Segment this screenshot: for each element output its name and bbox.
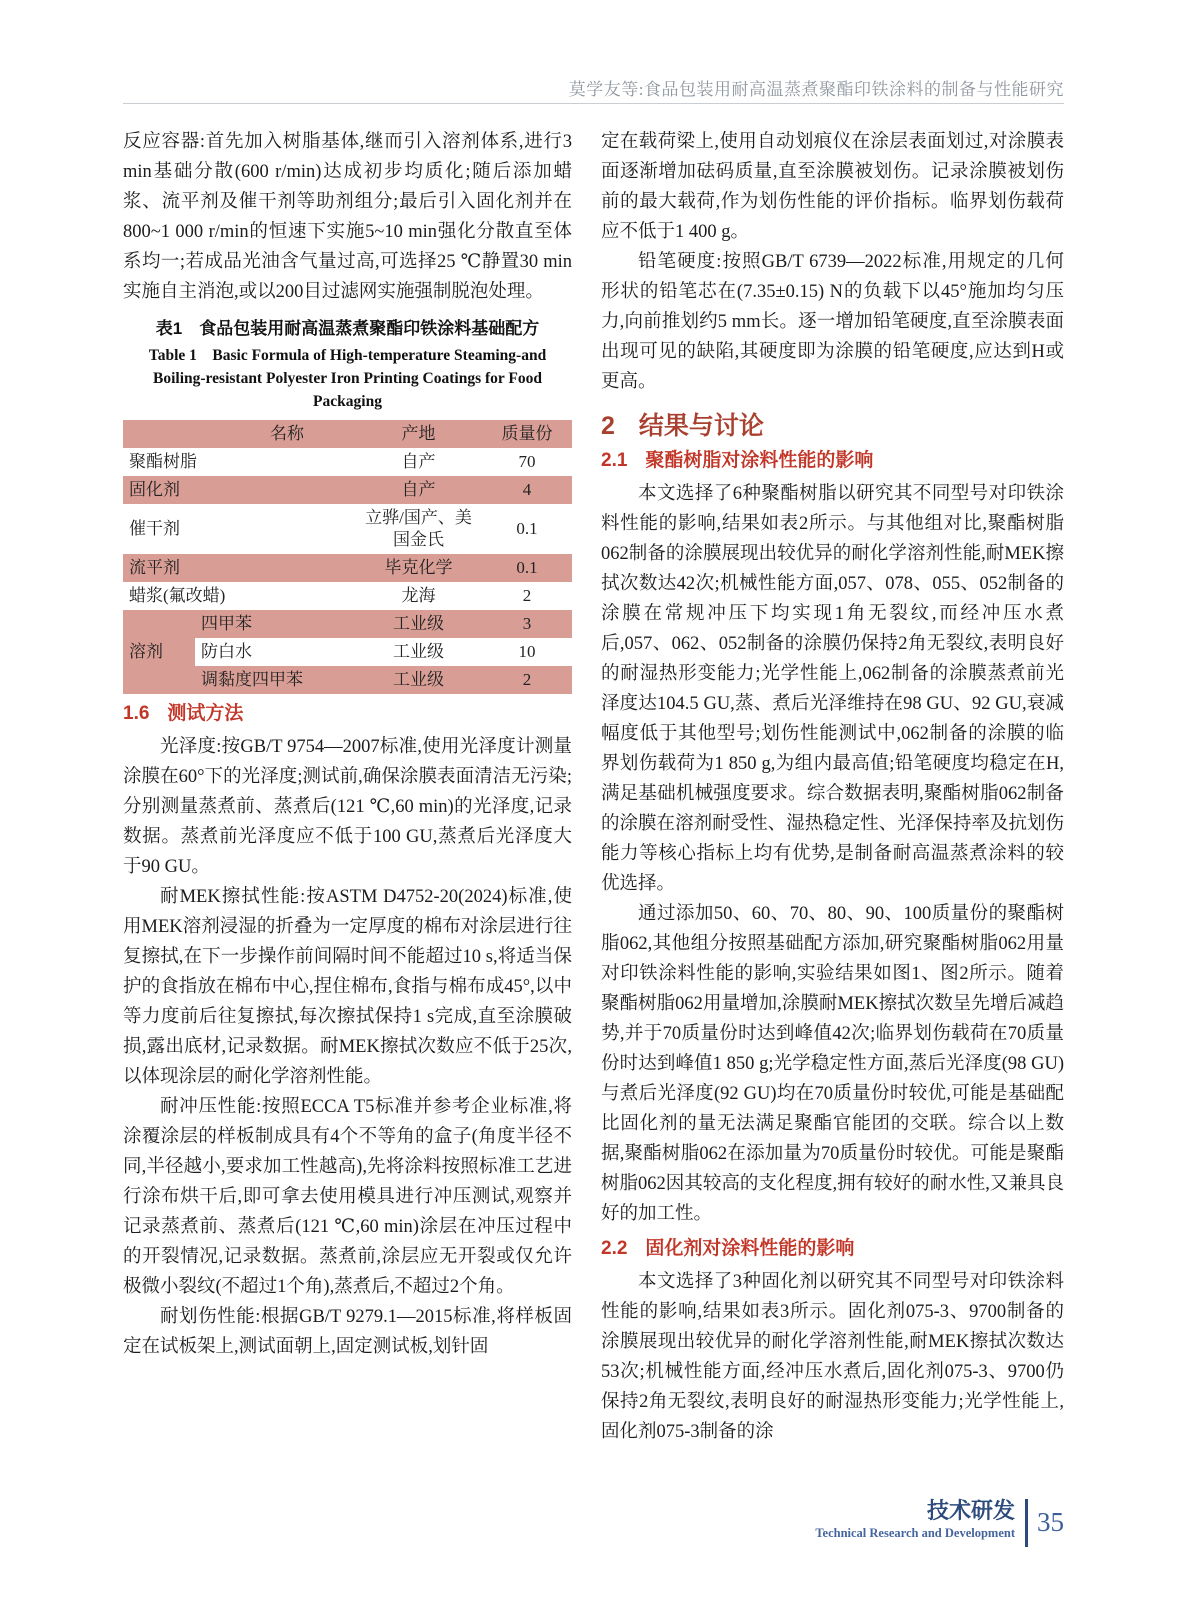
table-row: 溶剂 四甲苯 工业级 3 <box>123 610 572 638</box>
paragraph-scratch: 耐划伤性能:根据GB/T 9279.1—2015标准,将样板固定在试板架上,测试面朝上,固定测试板,划针固 <box>123 1307 572 1357</box>
section-number: 2 <box>601 412 615 440</box>
col-header-origin: 产地 <box>401 424 436 443</box>
page-footer <box>815 1499 1064 1547</box>
two-column-body <box>123 127 1064 1447</box>
table-row: 调黏度四甲苯 工业级 2 <box>123 666 572 694</box>
footer-label-en: Technical Research and Development <box>815 1526 1015 1540</box>
right-column <box>601 127 1064 1447</box>
paragraph-mek: 耐MEK擦拭性能:按ASTM D4752-20(2024)标准,使用MEK溶剂浸湿的折叠为一定厚度的棉布对涂层进行往复擦拭,在下一步操作前间隔时间不能超过10 s,将适当保护的食指放在棉布中心,捏住棉布,食指与棉布成45°,以中等力度前后往复擦拭,每次擦拭保持1 s完成,直至涂膜破损,露出底材,记录数据。耐MEK擦拭次数应不低于25次,以体现涂层的耐化学溶剂性能。 <box>123 887 572 1087</box>
table-row: 聚酯树脂 自产 70 <box>129 452 536 471</box>
table-1-title-en: Table 1 Basic Formula of High-temperature Steaming-and Boiling-resistant Polyester Iron Printing Coatings for Food Packaging <box>148 347 547 410</box>
page-number: 35 <box>1037 1507 1064 1537</box>
running-head: 莫学友等:食品包装用耐高温蒸煮聚酯印铁涂料的制备与性能研究 <box>568 80 1064 99</box>
table-row: 流平剂 毕克化学 0.1 <box>123 554 572 582</box>
footer-label-cn: 技术研发 <box>926 1498 1015 1523</box>
section-2-1-heading <box>601 449 1064 473</box>
section-1-6-heading <box>123 702 572 726</box>
paragraph-2-1-a: 本文选择了6种聚酯树脂以研究其不同型号对印铁涂料性能的影响,结果如表2所示。与其他组对比,聚酯树脂062制备的涂膜展现出较优异的耐化学溶剂性能,耐MEK擦拭次数达42次;机械性能方面,057、078、055、052制备的涂膜在常规冲压下均实现1角无裂纹,而经冲压水煮后,057、062、052制备的涂膜仍保持2角无裂纹,表明良好的耐湿热形变能力;光学性能上,062制备的涂膜蒸煮前光泽度达104.5 GU,蒸、煮后光泽维持在98 GU、92 GU,衰减幅度低于其他型号;划伤性能测试中,062制备的涂膜的临界划伤载荷为1 850 g,为组内最高值;铅笔硬度均稳定在H,满足基础机械强度要求。综合数据表明,聚酯树脂062制备的涂膜在溶剂耐受性、湿热稳定性、光泽保持率及抗划伤能力等核心指标上均有优势,是制备耐高温蒸煮涂料的较优选择。 <box>601 484 1064 894</box>
section-2-2-heading <box>601 1237 1064 1261</box>
paragraph-stamping: 耐冲压性能:按照ECCA T5标准并参考企业标准,将涂覆涂层的样板制成具有4个不等角的盒子(角度半径不同,半径越小,要求加工性越高),先将涂料按照标准工艺进行涂布烘干后,即可拿去使用模具进行冲压测试,观察并记录蒸煮前、蒸煮后(121 ℃,60 min)涂层在冲压过程中的开裂情况,记录数据。蒸煮前,涂层应无开裂或仅允许极微小裂纹(不超过1个角),蒸煮后,不超过2个角。 <box>123 1097 572 1297</box>
table-1-title-cn: 表1 食品包装用耐高温蒸煮聚酯印铁涂料基础配方 <box>155 319 540 338</box>
col-header-parts: 质量份 <box>501 424 553 443</box>
solvent-group-cell: 溶剂 <box>123 610 195 694</box>
paragraph-2-1-b: 通过添加50、60、70、80、90、100质量份的聚酯树脂062,其他组分按照基础配方添加,研究聚酯树脂062用量对印铁涂料性能的影响,实验结果如图1、图2所示。随着聚酯树脂062用量增加,涂膜耐MEK擦拭次数呈先增后减趋势,并于70质量份时达到峰值42次;临界划伤载荷在70质量份时达到峰值1 850 g;光学稳定性方面,蒸后光泽度(98 GU)与煮后光泽度(92 GU)均在70质量份时较优,可能是基础配比固化剂的量无法满足聚酯官能团的交联。综合以上数据,聚酯树脂062在添加量为70质量份时较优。可能是聚酯树脂062因其较高的支化程度,拥有较好的耐水性,又兼具良好的加工性。 <box>601 904 1064 1224</box>
paragraph-scratch-continued: 定在载荷梁上,使用自动划痕仪在涂层表面划过,对涂膜表面逐渐增加砝码质量,直至涂膜被划伤。记录涂膜被划伤前的最大载荷,作为划伤性能的评价指标。临界划伤载荷应不低于1 400 g。 <box>601 132 1064 242</box>
paragraph-2-2: 本文选择了3种固化剂以研究其不同型号对印铁涂料性能的影响,结果如表3所示。固化剂075-3、9700制备的涂膜展现出较优异的耐化学溶剂性能,耐MEK擦拭次数达53次;机械性能方面,经冲压水煮后,固化剂075-3、9700仍保持2角无裂纹,表明良好的耐湿热形变能力;光学性能上,固化剂075-3制备的涂 <box>601 1272 1064 1442</box>
section-number: 1.6 <box>123 703 150 724</box>
section-title: 结果与讨论 <box>638 412 764 440</box>
footer-section-label <box>815 1499 1015 1540</box>
table-row: 催干剂 立骅/国产、美国金氏 0.1 <box>129 508 538 549</box>
table-row: 防白水 工业级 10 <box>201 642 536 661</box>
section-title: 测试方法 <box>167 703 244 724</box>
formula-table <box>123 420 572 694</box>
section-title: 固化剂对涂料性能的影响 <box>645 1238 855 1259</box>
section-number: 2.2 <box>601 1238 628 1259</box>
paragraph-gloss: 光泽度:按GB/T 9754—2007标准,使用光泽度计测量涂膜在60°下的光泽度;测试前,确保涂膜表面清洁无污染;分别测量蒸煮前、蒸煮后(121 ℃,60 min)的光泽度,记录数据。蒸煮前光泽度应不低于100 GU,蒸煮后光泽度大于90 GU。 <box>123 737 572 877</box>
section-title: 聚酯树脂对涂料性能的影响 <box>645 450 874 471</box>
paragraph-pencil-hardness: 铅笔硬度:按照GB/T 6739—2022标准,用规定的几何形状的铅笔芯在(7.35±0.15) N的负载下以45°施加均匀压力,向前推划约5 mm长。逐一增加铅笔硬度,直至涂膜表面出现可见的缺陷,其硬度即为涂膜的铅笔硬度,应达到H或更高。 <box>601 252 1064 392</box>
header-rule <box>123 103 1064 104</box>
table-row: 固化剂 自产 4 <box>123 476 572 504</box>
footer-divider-bar <box>1025 1499 1028 1547</box>
section-number: 2.1 <box>601 450 628 471</box>
section-2-heading <box>601 411 1064 441</box>
table-1-block <box>123 316 572 694</box>
table-header-row <box>123 420 572 448</box>
left-column <box>123 127 572 1447</box>
col-header-name: 名称 <box>270 424 304 443</box>
paragraph-reactor: 反应容器:首先加入树脂基体,继而引入溶剂体系,进行3 min基础分散(600 r/min)达成初步均质化;随后添加蜡浆、流平剂及催干剂等助剂组分;最后引入固化剂并在800~1 000 r/min的恒速下实施5~10 min强化分散直至体系均一;若成品光油含气量过高,可选择25 ℃静置30 min实施自主消泡,或以200目过滤网实施强制脱泡处理。 <box>123 132 572 302</box>
table-row: 蜡浆(氟改蜡) 龙海 2 <box>129 586 532 605</box>
